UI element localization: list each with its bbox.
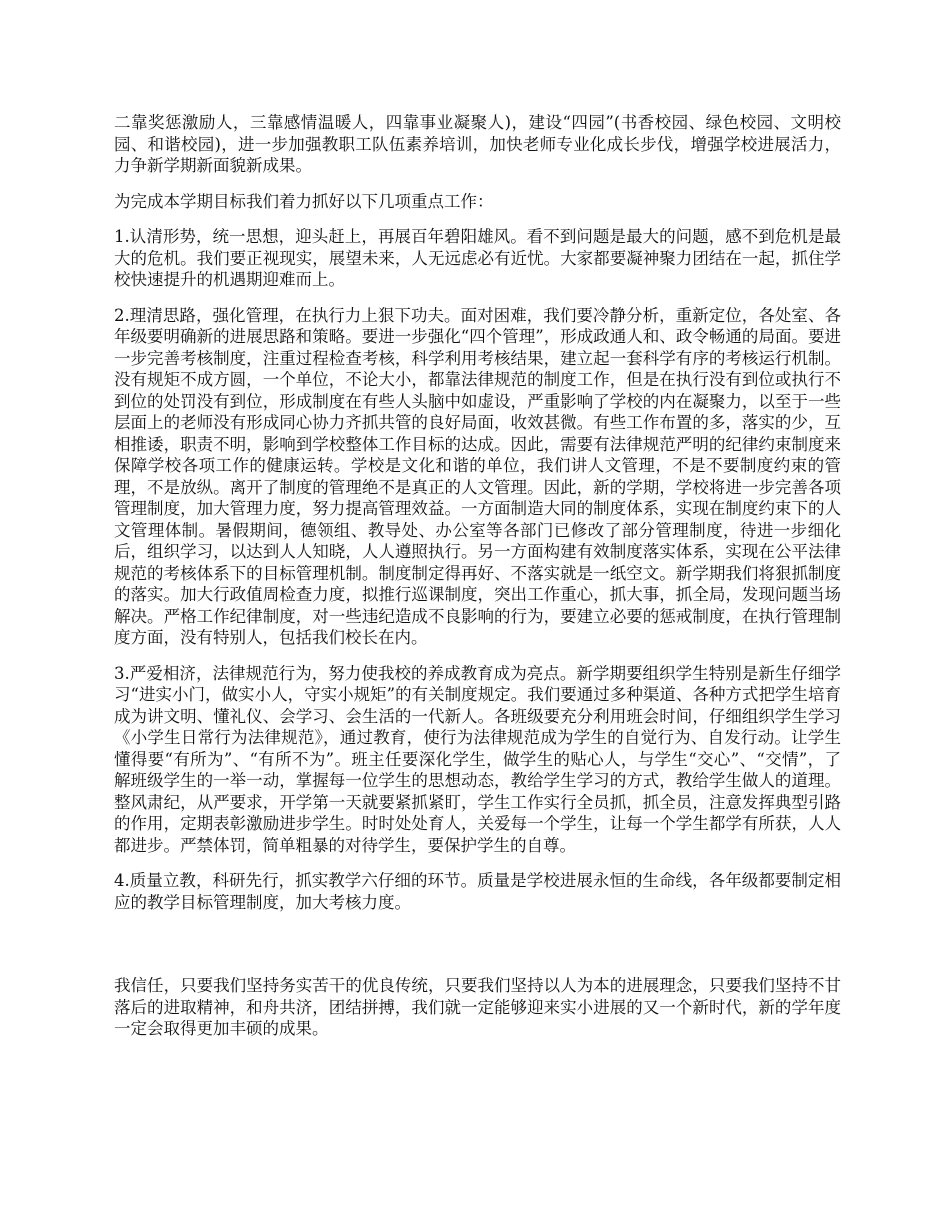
paragraph-item-4: 4.质量立教，科研先行，抓实教学六仔细的环节。质量是学校进展永恒的生命线，各年级都要制定相应的教学目标管理制度，加大考核力度。: [114, 871, 841, 912]
paragraph-gap: [114, 927, 841, 975]
paragraph-item-3: 3.严爱相济，法律规范行为，努力使我校的养成教育成为亮点。新学期要组织学生特别是新生仔细学习“进实小门，做实小人，守实小规矩”的有关制度规定。我们要通过多种渠道、各种方式把学生培育成为讲文明、懂礼仪、会学习、会生活的一代新人。各班级要充分利用班会时间，仔细组织学生学习《小学生日常行为法律规范》，通过教育，使行为法律规范成为学生的自觉行为、自发行动。让学生懂得要“有所为”、“有所不为”。班主任要深化学生，做学生的贴心人，与学生“交心”、“交情”，了解班级学生的一举一动，掌握每一位学生的思想动态，教给学生学习的方式，教给学生做人的道理。整风肃纪，从严要求，开学第一天就要紧抓紧盯，学生工作实行全员抓，抓全员，注意发挥典型引路的作用，定期表彰激励进步学生。时时处处育人，关爱每一个学生，让每一个学生都学有所获，人人都进步。严禁体罚，简单粗暴的对待学生，要保护学生的自尊。: [114, 663, 841, 855]
paragraph-conclusion: 我信任，只要我们坚持务实苦干的优良传统，只要我们坚持以人为本的进展理念，只要我们坚持不甘落后的进取精神，和舟共济，团结拼搏，我们就一定能够迎来实小进展的又一个新时代，新的学年度一定会取得更加丰硕的成果。: [114, 976, 841, 1038]
paragraph-item-2: 2.理清思路，强化管理，在执行力上狠下功夫。面对困难，我们要冷静分析，重新定位，各处室、各年级要明确新的进展思路和策略。要进一步强化“四个管理”，形成政通人和、政令畅通的局面。要进一步完善考核制度，注重过程检查考核，科学利用考核结果，建立起一套科学有序的考核运行机制。没有规矩不成方圆，一个单位，不论大小，都靠法律规范的制度工作，但是在执行没有到位或执行不到位的处罚没有到位，形成制度在有些人头脑中如虚设，严重影响了学校的内在凝聚力，以至于一些层面上的老师没有形成同心协力齐抓共管的良好局面，收效甚微。有些工作布置的多，落实的少，互相推诿，职责不明，影响到学校整体工作目标的达成。因此，需要有法律规范严明的纪律约束制度来保障学校各项工作的健康运转。学校是文化和谐的单位，我们讲人文管理，不是不要制度约束的管理，不是放纵。离开了制度的管理绝不是真正的人文管理。因此，新的学期，学校将进一步完善各项管理制度，加大管理力度，努力提高管理效益。一方面制造大同的制度体系，实现在制度约束下的人文管理体制。暑假期间，德领组、教导处、办公室等各部门已修改了部分管理制度，待进一步细化后，组织学习，以达到人人知晓，人人遵照执行。另一方面构建有效制度落实体系，实现在公平法律规范的考核体系下的目标管理机制。制度制定得再好、不落实就是一纸空文。新学期我们将狠抓制度的落实。加大行政值周检查力度，拟推行巡课制度，突出工作重心，抓大事，抓全局，发现问题当场解决。严格工作纪律制度，对一些违纪造成不良影响的行为，要建立必要的惩戒制度，在执行管理制度方面，没有特别人，包括我们校长在内。: [114, 305, 841, 647]
document-body: [114, 112, 841, 1054]
paragraph-intro: 二靠奖惩激励人，三靠感情温暖人，四靠事业凝聚人)，建设“四园”(书香校园、绿色校园、文明校园、和谐校园)，进一步加强教职工队伍素养培训，加快老师专业化成长步伐，增强学校进展活力，力争新学期新面貌新成果。: [114, 113, 841, 175]
paragraph-lead: 为完成本学期目标我们着力抓好以下几项重点工作：: [114, 191, 494, 211]
paragraph-item-1: 1.认清形势，统一思想，迎头赶上，再展百年碧阳雄风。看不到问题是最大的问题，感不到危机是最大的危机。我们要正视现实，展望未来，人无远虑必有近忧。大家都要凝神聚力团结在一起，抓住学校快速提升的机遇期迎难而上。: [114, 227, 841, 289]
